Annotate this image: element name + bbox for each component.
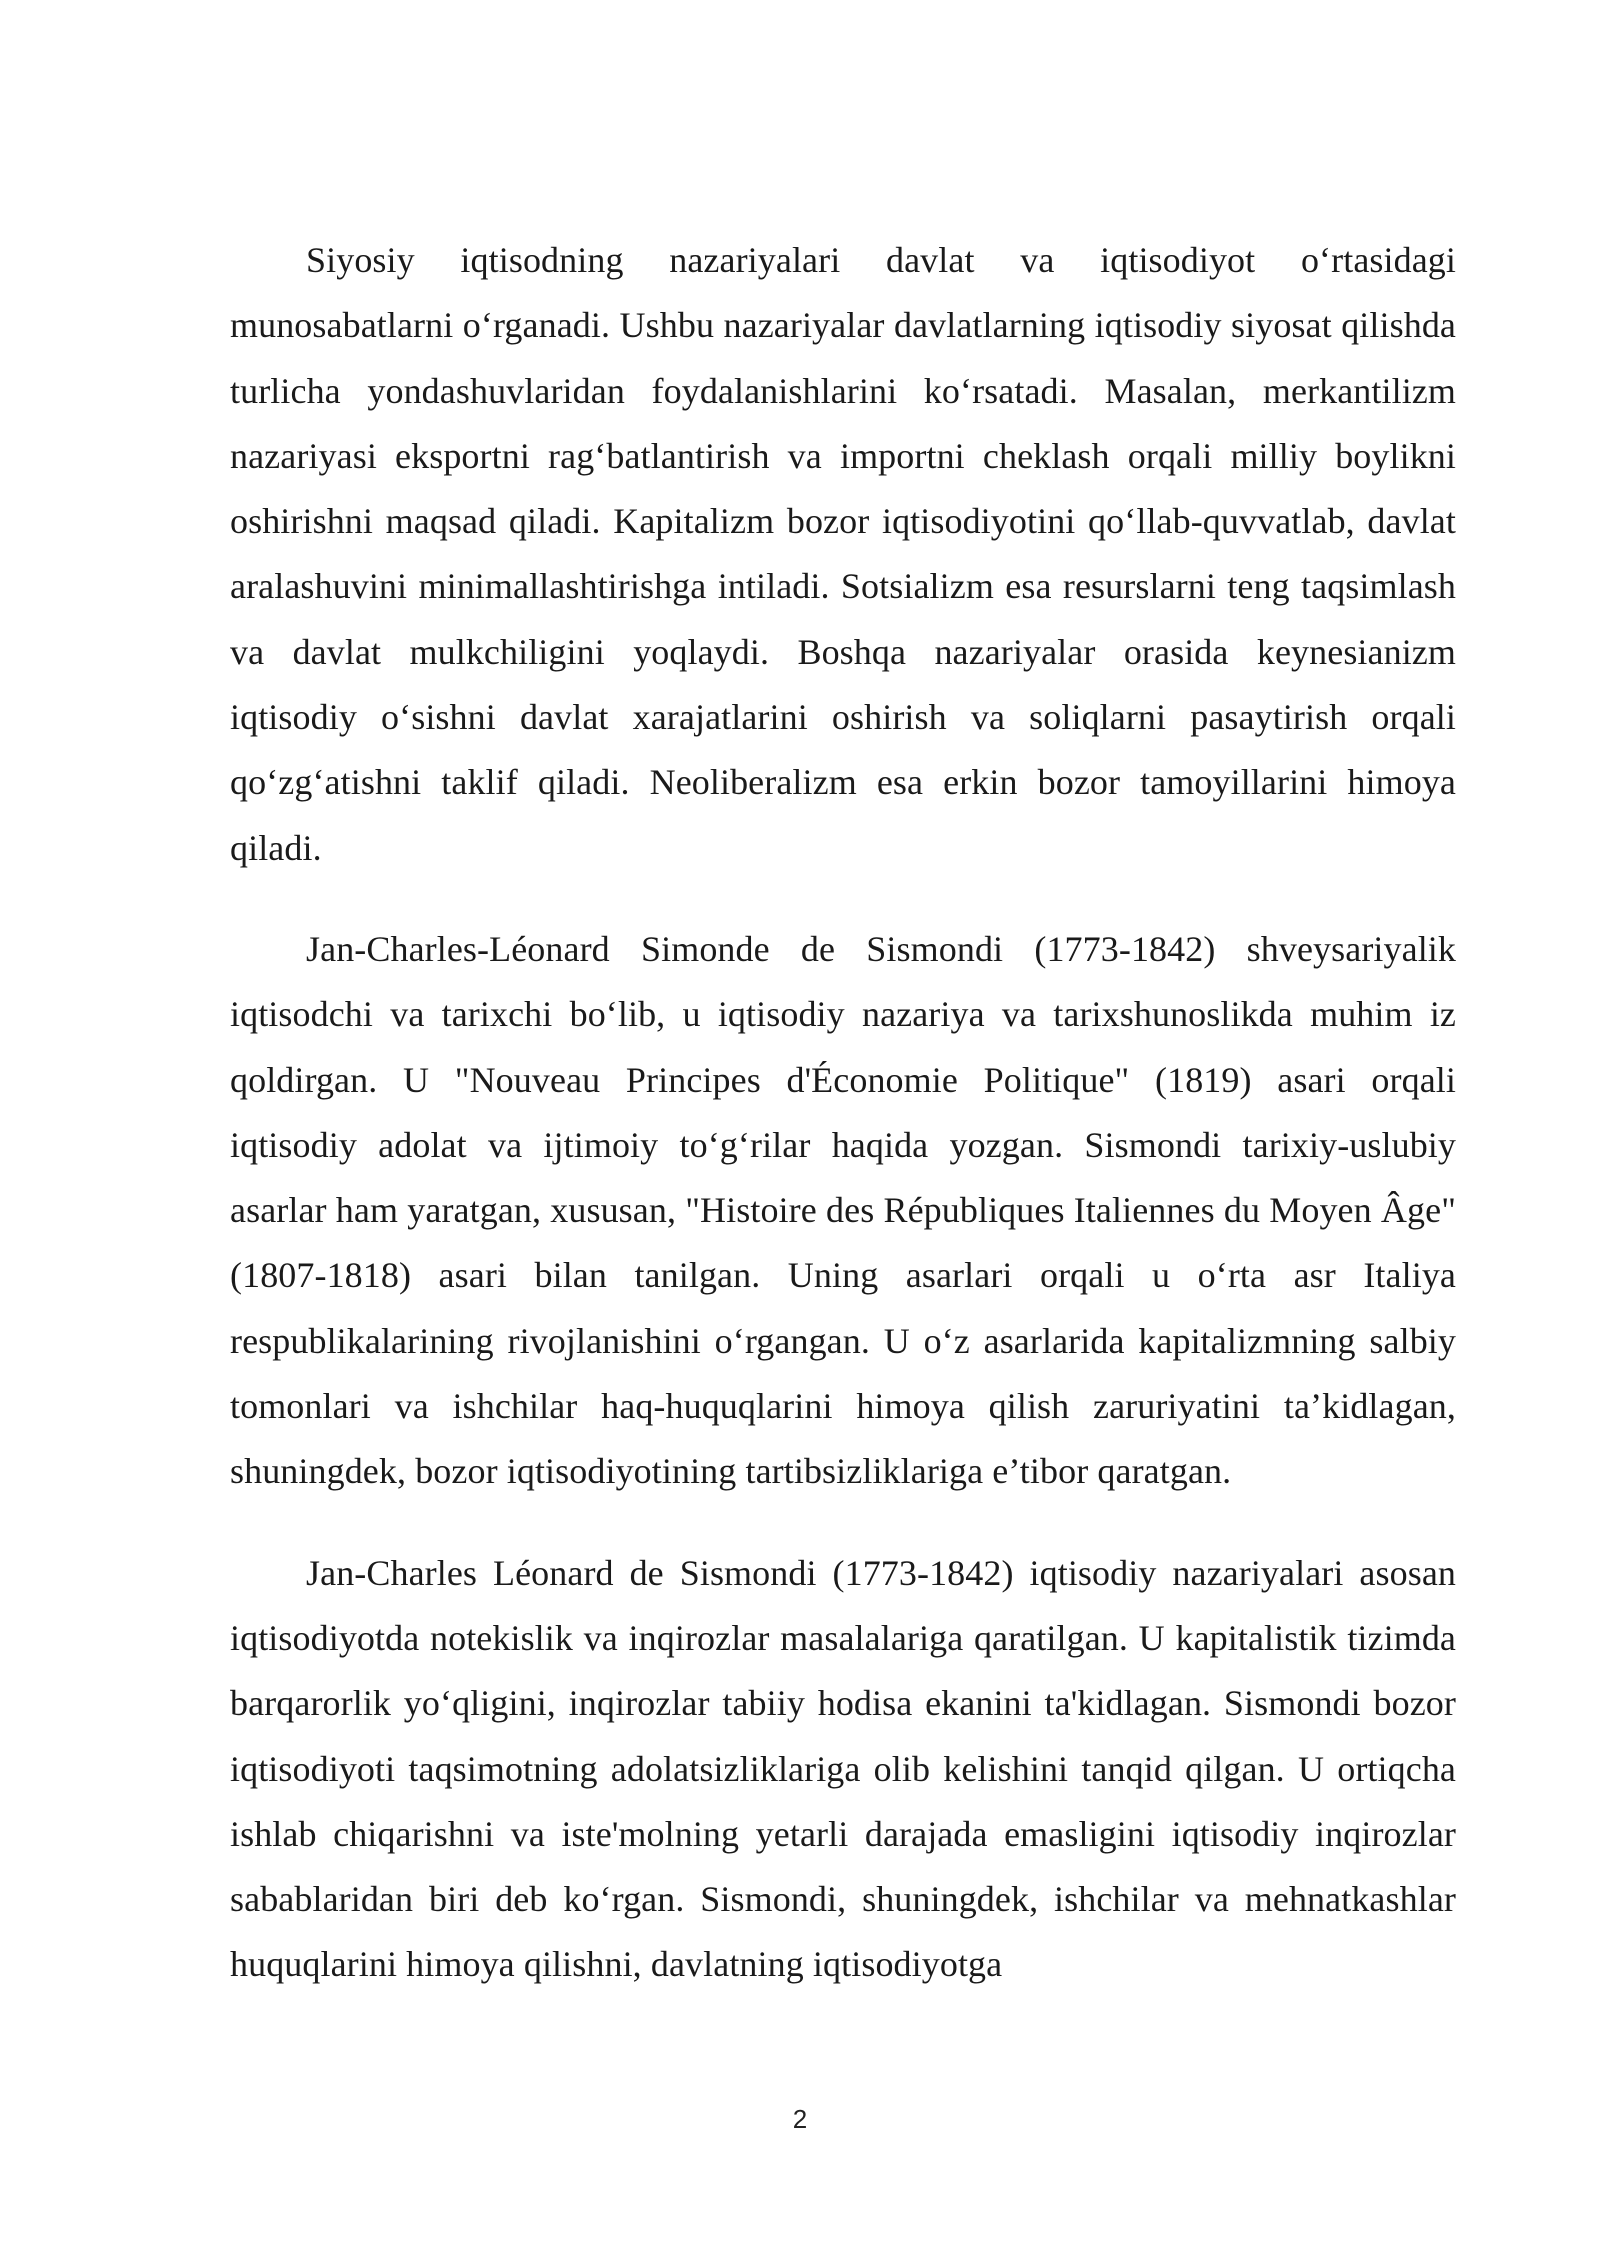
page-body — [230, 228, 1456, 1998]
paragraph-sismondi-biography: Jan-Charles-Léonard Simonde de Sismondi (1773-1842) shveysariyalik iqtisodchi va tarixchi bo‘lib, u iqtisodiy nazariya va tarixshunoslikda muhim iz qoldirgan. U "Nouveau Principes d'Économie Politique" (1819) asari orqali iqtisodiy adolat va ijtimoiy to‘g‘rilar haqida yozgan. Sismondi tarixiy-uslubiy asarlar ham yaratgan, xususan, "Histoire des Républiques Italiennes du Moyen Âge" (1807-1818) asari bilan tanilgan. Uning asarlari orqali u o‘rta asr Italiya respublikalarining rivojlanishini o‘rgangan. U o‘z asarlarida kapitalizmning salbiy tomonlari va ishchilar haq-huquqlarini himoya qilish zaruriyatini ta’kidlagan, shuningdek, bozor iqtisodiyotining tartibsizliklariga e’tibor qaratgan. — [230, 928, 1456, 1492]
paragraph-sismondi-economic-theories: Jan-Charles Léonard de Sismondi (1773-1842) iqtisodiy nazariyalari asosan iqtisodiyotda notekislik va inqirozlar masalalariga qaratilgan. U kapitalistik tizimda barqarorlik yo‘qligini, inqirozlar tabiiy hodisa ekanini ta'kidlagan. Sismondi bozor iqtisodiyoti taqsimotning adolatsizliklariga olib kelishini tanqid qilgan. U ortiqcha ishlab chiqarishni va iste'molning yetarli darajada emasligini iqtisodiy inqirozlar sabablaridan biri deb ko‘rgan. Sismondi, shuningdek, ishchilar va mehnatkashlar huquqlarini himoya qilishni, davlatning iqtisodiyotga — [230, 1552, 1456, 1985]
paragraph-political-economy-theories: Siyosiy iqtisodning nazariyalari davlat va iqtisodiyot o‘rtasidagi munosabatlarni o‘rganadi. Ushbu nazariyalar davlatlarning iqtisodiy siyosat qilishda turlicha yondashuvlaridan foydalanishlarini ko‘rsatadi. Masalan, merkantilizm nazariyasi eksportni rag‘batlantirish va importni cheklash orqali milliy boylikni oshirishni maqsad qiladi. Kapitalizm bozor iqtisodiyotini qo‘llab-quvvatlab, davlat aralashuvini minimallashtirishga intiladi. Sotsializm esa resurslarni teng taqsimlash va davlat mulkchiligini yoqlaydi. Boshqa nazariyalar orasida keynesianizm iqtisodiy o‘sishni davlat xarajatlarini oshirish va soliqlarni pasaytirish orqali qo‘zg‘atishni taklif qiladi. Neoliberalizm esa erkin bozor tamoyillarini himoya qiladi. — [230, 240, 1456, 868]
page-number: 2 — [792, 2104, 808, 2134]
